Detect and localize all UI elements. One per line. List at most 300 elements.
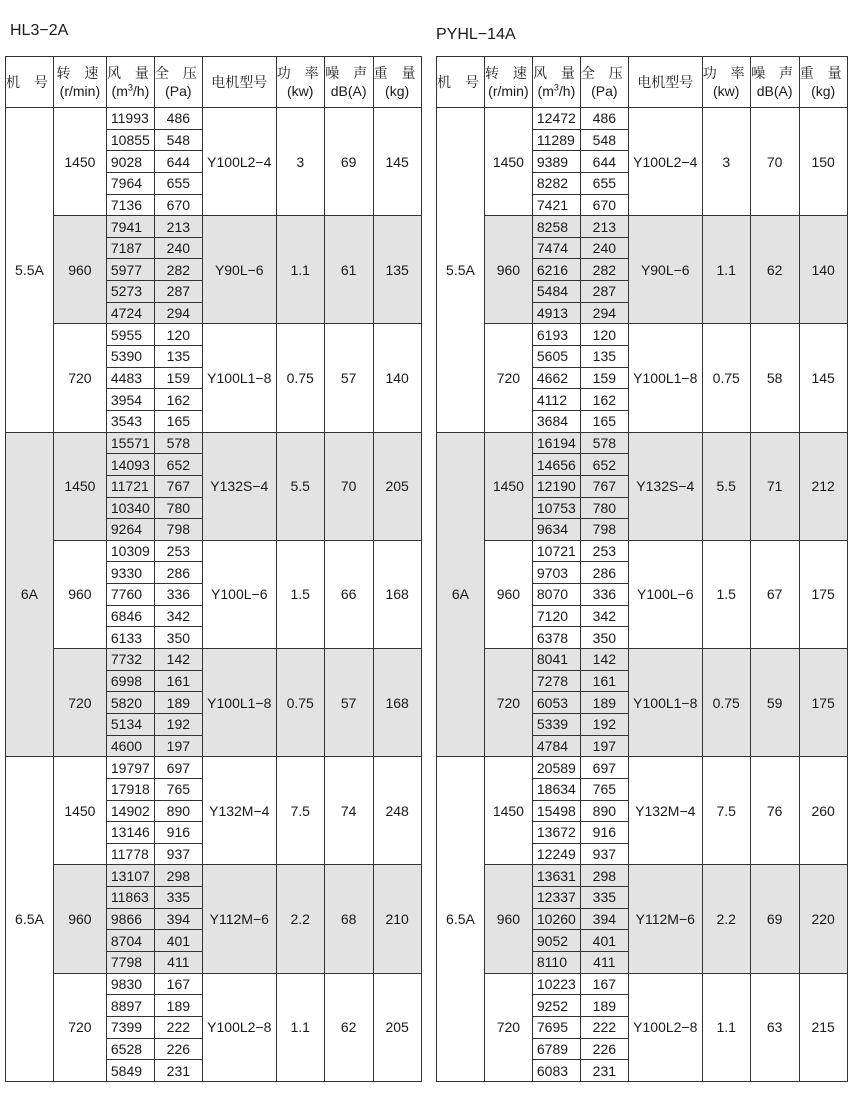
flow-cell: 5134: [106, 713, 154, 735]
speed-cell: 960: [53, 865, 106, 973]
flow-cell: 10223: [532, 973, 580, 995]
weight-cell: 145: [799, 324, 847, 432]
header-motor-label: 电机型号: [637, 74, 694, 90]
pressure-cell: 411: [154, 951, 202, 973]
pressure-cell: 401: [580, 930, 628, 952]
pressure-cell: 652: [154, 454, 202, 476]
weight-cell: 135: [373, 216, 421, 324]
speed-cell: 1450: [53, 757, 106, 865]
pressure-cell: 765: [580, 778, 628, 800]
power-cell: 2.2: [702, 865, 750, 973]
pressure-cell: 937: [580, 843, 628, 865]
flow-cell: 8070: [532, 584, 580, 606]
header-pressure-label: 全 压: [154, 65, 202, 81]
flow-cell: 9703: [532, 562, 580, 584]
header-weight: [799, 57, 847, 108]
speed-cell: 1450: [484, 757, 532, 865]
power-cell: 0.75: [276, 324, 324, 432]
flow-cell: 9264: [106, 519, 154, 541]
pressure-cell: 767: [154, 475, 202, 497]
flow-cell: 9634: [532, 519, 580, 541]
noise-cell: 57: [324, 649, 373, 757]
pressure-cell: 192: [580, 713, 628, 735]
pressure-cell: 142: [580, 649, 628, 671]
motor-cell: Y100L2−8: [628, 973, 702, 1081]
header-pressure-unit: (Pa): [591, 83, 618, 99]
flow-cell: 11778: [106, 843, 154, 865]
flow-cell: 4913: [532, 302, 580, 324]
speed-cell: 1450: [484, 432, 532, 540]
weight-cell: 205: [373, 432, 421, 540]
header-speed-unit: (r/min): [488, 83, 529, 99]
header-noise-label: 噪 声: [325, 65, 373, 81]
speed-cell: 960: [484, 865, 532, 973]
pressure-cell: 120: [154, 324, 202, 346]
pressure-cell: 394: [580, 908, 628, 930]
pressure-cell: 298: [154, 865, 202, 887]
noise-cell: 70: [324, 432, 373, 540]
pressure-cell: 350: [154, 627, 202, 649]
weight-cell: 212: [799, 432, 847, 540]
flow-cell: 5605: [532, 346, 580, 368]
header-power-label: 功 率: [276, 65, 324, 81]
speed-cell: 960: [484, 216, 532, 324]
pressure-cell: 286: [154, 562, 202, 584]
header-speed-label: 转 速: [56, 65, 104, 81]
speed-cell: 960: [53, 540, 106, 648]
pressure-cell: 336: [580, 584, 628, 606]
pressure-cell: 294: [580, 302, 628, 324]
machine-no-cell: 6.5A: [437, 757, 485, 1082]
table-row: [6, 540, 422, 562]
flow-cell: 11721: [106, 475, 154, 497]
noise-cell: 63: [750, 973, 799, 1081]
weight-cell: 145: [373, 108, 421, 216]
table-row: [6, 973, 422, 995]
flow-cell: 7732: [106, 649, 154, 671]
power-cell: 0.75: [276, 649, 324, 757]
header-speed-label: 转 速: [484, 65, 532, 81]
pressure-cell: 652: [580, 454, 628, 476]
pressure-cell: 231: [580, 1060, 628, 1082]
weight-cell: 205: [373, 973, 421, 1081]
flow-cell: 6083: [532, 1060, 580, 1082]
pressure-cell: 189: [580, 692, 628, 714]
table-row: [437, 216, 848, 238]
pressure-cell: 162: [580, 389, 628, 411]
flow-cell: 15571: [106, 432, 154, 454]
machine-no-cell: 5.5A: [6, 108, 54, 433]
pressure-cell: 161: [580, 670, 628, 692]
pressure-cell: 548: [154, 129, 202, 151]
speed-cell: 720: [53, 649, 106, 757]
motor-cell: Y132S−4: [628, 432, 702, 540]
flow-cell: 4483: [106, 367, 154, 389]
flow-cell: 9028: [106, 151, 154, 173]
pressure-cell: 192: [154, 713, 202, 735]
pressure-cell: 286: [580, 562, 628, 584]
flow-cell: 7187: [106, 237, 154, 259]
header-flow-label: 风 量: [106, 65, 154, 81]
header-flow-label: 风 量: [532, 65, 580, 81]
speed-cell: 720: [484, 649, 532, 757]
power-cell: 7.5: [276, 757, 324, 865]
spec-table-pyhl-14a: [436, 56, 848, 1082]
noise-cell: 59: [750, 649, 799, 757]
flow-cell: 7941: [106, 216, 154, 238]
flow-cell: 5849: [106, 1060, 154, 1082]
pressure-cell: 644: [154, 151, 202, 173]
pressure-cell: 253: [154, 540, 202, 562]
motor-cell: Y100L2−4: [202, 108, 276, 216]
header-pressure: [154, 57, 202, 108]
pressure-cell: 411: [580, 951, 628, 973]
pressure-cell: 282: [580, 259, 628, 281]
speed-cell: 720: [484, 324, 532, 432]
header-power-unit: (kw): [287, 83, 314, 99]
table-row: [6, 108, 422, 130]
pressure-cell: 167: [580, 973, 628, 995]
pressure-cell: 135: [580, 346, 628, 368]
power-cell: 1.1: [276, 216, 324, 324]
pressure-cell: 189: [154, 692, 202, 714]
flow-cell: 5339: [532, 713, 580, 735]
flow-cell: 6378: [532, 627, 580, 649]
flow-cell: 7474: [532, 237, 580, 259]
flow-cell: 9252: [532, 995, 580, 1017]
speed-cell: 1450: [484, 108, 532, 216]
noise-cell: 70: [750, 108, 799, 216]
table-row: [6, 216, 422, 238]
flow-cell: 7278: [532, 670, 580, 692]
weight-cell: 175: [799, 540, 847, 648]
flow-cell: 5484: [532, 281, 580, 303]
pressure-cell: 197: [154, 735, 202, 757]
header-noise-unit: dB(A): [756, 83, 793, 99]
motor-cell: Y100L1−8: [628, 324, 702, 432]
flow-cell: 6216: [532, 259, 580, 281]
table-row: [437, 757, 848, 779]
flow-cell: 8897: [106, 995, 154, 1017]
flow-cell: 8041: [532, 649, 580, 671]
header-noise-label: 噪 声: [751, 65, 799, 81]
flow-cell: 4724: [106, 302, 154, 324]
motor-cell: Y100L2−4: [628, 108, 702, 216]
weight-cell: 150: [799, 108, 847, 216]
flow-cell: 9830: [106, 973, 154, 995]
header-flow-unit: $(m^3/h)$: [537, 82, 576, 99]
flow-cell: 10309: [106, 540, 154, 562]
pressure-cell: 167: [154, 973, 202, 995]
pressure-cell: 655: [580, 172, 628, 194]
pressure-cell: 253: [580, 540, 628, 562]
header-speed: [53, 57, 106, 108]
noise-cell: 66: [324, 540, 373, 648]
flow-cell: 14656: [532, 454, 580, 476]
power-cell: 2.2: [276, 865, 324, 973]
pressure-cell: 231: [154, 1060, 202, 1082]
header-power-unit: (kw): [713, 83, 740, 99]
flow-cell: 5977: [106, 259, 154, 281]
header-pressure-unit: (Pa): [165, 83, 192, 99]
pressure-cell: 670: [580, 194, 628, 216]
flow-cell: 7798: [106, 951, 154, 973]
flow-cell: 5820: [106, 692, 154, 714]
header-motor-label: 电机型号: [211, 74, 268, 90]
motor-cell: Y90L−6: [628, 216, 702, 324]
pressure-cell: 197: [580, 735, 628, 757]
pressure-cell: 162: [154, 389, 202, 411]
header-weight-label: 重 量: [373, 65, 421, 81]
table-row: [437, 432, 848, 454]
motor-cell: Y100L2−8: [202, 973, 276, 1081]
table-row: [6, 757, 422, 779]
power-cell: 3: [702, 108, 750, 216]
flow-cell: 6133: [106, 627, 154, 649]
power-cell: 1.1: [702, 973, 750, 1081]
header-flow-unit: $(m^3/h)$: [111, 82, 150, 99]
header-model-no-label: 机 号: [437, 74, 484, 90]
speed-cell: 720: [484, 973, 532, 1081]
flow-cell: 8282: [532, 172, 580, 194]
flow-cell: 7120: [532, 605, 580, 627]
flow-cell: 10721: [532, 540, 580, 562]
flow-cell: 20589: [532, 757, 580, 779]
motor-cell: Y100L1−8: [628, 649, 702, 757]
noise-cell: 68: [324, 865, 373, 973]
motor-cell: Y100L−6: [628, 540, 702, 648]
pressure-cell: 240: [580, 237, 628, 259]
flow-cell: 11289: [532, 129, 580, 151]
pressure-cell: 189: [154, 995, 202, 1017]
power-cell: 1.1: [702, 216, 750, 324]
pressure-cell: 159: [154, 367, 202, 389]
speed-cell: 720: [53, 973, 106, 1081]
flow-cell: 8110: [532, 951, 580, 973]
flow-cell: 14093: [106, 454, 154, 476]
noise-cell: 74: [324, 757, 373, 865]
flow-cell: 16194: [532, 432, 580, 454]
pressure-cell: 294: [154, 302, 202, 324]
flow-cell: 5273: [106, 281, 154, 303]
header-noise: [324, 57, 373, 108]
pressure-cell: 142: [154, 649, 202, 671]
speed-cell: 1450: [53, 108, 106, 216]
flow-cell: 7695: [532, 1016, 580, 1038]
header-power-label: 功 率: [702, 65, 750, 81]
motor-cell: Y100L1−8: [202, 649, 276, 757]
flow-cell: 12249: [532, 843, 580, 865]
flow-cell: 4600: [106, 735, 154, 757]
pressure-cell: 240: [154, 237, 202, 259]
pressure-cell: 890: [154, 800, 202, 822]
pressure-cell: 342: [580, 605, 628, 627]
flow-cell: 7964: [106, 172, 154, 194]
noise-cell: 69: [324, 108, 373, 216]
machine-no-cell: 6A: [437, 432, 485, 757]
flow-cell: 8704: [106, 930, 154, 952]
pressure-cell: 697: [580, 757, 628, 779]
motor-cell: Y100L1−8: [202, 324, 276, 432]
noise-cell: 57: [324, 324, 373, 432]
pressure-cell: 282: [154, 259, 202, 281]
header-power: [702, 57, 750, 108]
flow-cell: 14902: [106, 800, 154, 822]
header-speed-unit: (r/min): [59, 83, 101, 99]
motor-cell: Y100L−6: [202, 540, 276, 648]
pressure-cell: 335: [154, 887, 202, 909]
table-title-right: PYHL−14A: [436, 26, 516, 43]
table-row: [437, 649, 848, 671]
header-weight-label: 重 量: [799, 65, 847, 81]
power-cell: 1.5: [276, 540, 324, 648]
pressure-cell: 486: [580, 108, 628, 130]
table-row: [437, 108, 848, 130]
pressure-cell: 226: [154, 1038, 202, 1060]
noise-cell: 69: [750, 865, 799, 973]
header-model-no: [437, 57, 485, 108]
weight-cell: 175: [799, 649, 847, 757]
noise-cell: 76: [750, 757, 799, 865]
pressure-cell: 335: [580, 887, 628, 909]
pressure-cell: 937: [154, 843, 202, 865]
weight-cell: 215: [799, 973, 847, 1081]
header-row: [6, 57, 422, 108]
header-weight-unit: (kg): [385, 83, 410, 99]
pressure-cell: 165: [580, 410, 628, 432]
flow-cell: 17918: [106, 778, 154, 800]
flow-cell: 3684: [532, 410, 580, 432]
pressure-cell: 655: [154, 172, 202, 194]
header-flow: [532, 57, 580, 108]
flow-cell: 3954: [106, 389, 154, 411]
flow-cell: 4112: [532, 389, 580, 411]
flow-cell: 6998: [106, 670, 154, 692]
flow-cell: 10855: [106, 129, 154, 151]
weight-cell: 260: [799, 757, 847, 865]
power-cell: 7.5: [702, 757, 750, 865]
pressure-cell: 780: [580, 497, 628, 519]
flow-cell: 4662: [532, 367, 580, 389]
flow-cell: 11863: [106, 887, 154, 909]
flow-cell: 6846: [106, 605, 154, 627]
weight-cell: 140: [799, 216, 847, 324]
header-row: [437, 57, 848, 108]
motor-cell: Y112M−6: [628, 865, 702, 973]
weight-cell: 220: [799, 865, 847, 973]
flow-cell: 9389: [532, 151, 580, 173]
pressure-cell: 916: [154, 822, 202, 844]
header-motor: [628, 57, 702, 108]
weight-cell: 248: [373, 757, 421, 865]
flow-cell: 13672: [532, 822, 580, 844]
flow-cell: 7421: [532, 194, 580, 216]
weight-cell: 168: [373, 540, 421, 648]
flow-cell: 10340: [106, 497, 154, 519]
pressure-cell: 670: [154, 194, 202, 216]
flow-cell: 7760: [106, 584, 154, 606]
flow-cell: 5955: [106, 324, 154, 346]
table-row: [437, 973, 848, 995]
table-row: [6, 324, 422, 346]
pressure-cell: 287: [580, 281, 628, 303]
flow-cell: 15498: [532, 800, 580, 822]
power-cell: 5.5: [276, 432, 324, 540]
flow-cell: 6193: [532, 324, 580, 346]
pressure-cell: 916: [580, 822, 628, 844]
motor-cell: Y90L−6: [202, 216, 276, 324]
speed-cell: 720: [53, 324, 106, 432]
flow-cell: 4784: [532, 735, 580, 757]
pressure-cell: 226: [580, 1038, 628, 1060]
header-weight-unit: (kg): [811, 83, 836, 99]
flow-cell: 12337: [532, 887, 580, 909]
header-power: [276, 57, 324, 108]
table-row: [437, 540, 848, 562]
flow-cell: 9052: [532, 930, 580, 952]
weight-cell: 140: [373, 324, 421, 432]
flow-cell: 13146: [106, 822, 154, 844]
pressure-cell: 767: [580, 475, 628, 497]
pressure-cell: 159: [580, 367, 628, 389]
flow-cell: 9330: [106, 562, 154, 584]
machine-no-cell: 5.5A: [437, 108, 485, 433]
flow-cell: 13107: [106, 865, 154, 887]
table-row: [6, 649, 422, 671]
noise-cell: 62: [750, 216, 799, 324]
flow-cell: 9866: [106, 908, 154, 930]
flow-cell: 7136: [106, 194, 154, 216]
table-row: [6, 865, 422, 887]
pressure-cell: 342: [154, 605, 202, 627]
header-pressure-label: 全 压: [580, 65, 628, 81]
flow-cell: 12190: [532, 475, 580, 497]
pressure-cell: 161: [154, 670, 202, 692]
pressure-cell: 798: [154, 519, 202, 541]
noise-cell: 61: [324, 216, 373, 324]
power-cell: 0.75: [702, 649, 750, 757]
weight-cell: 168: [373, 649, 421, 757]
flow-cell: 8258: [532, 216, 580, 238]
pressure-cell: 644: [580, 151, 628, 173]
noise-cell: 62: [324, 973, 373, 1081]
pressure-cell: 165: [154, 410, 202, 432]
machine-no-cell: 6.5A: [6, 757, 54, 1082]
header-noise: [750, 57, 799, 108]
spec-table-hl3-2a: [5, 56, 422, 1082]
pressure-cell: 798: [580, 519, 628, 541]
weight-cell: 210: [373, 865, 421, 973]
flow-cell: 6053: [532, 692, 580, 714]
flow-cell: 5390: [106, 346, 154, 368]
pressure-cell: 120: [580, 324, 628, 346]
flow-cell: 10260: [532, 908, 580, 930]
noise-cell: 71: [750, 432, 799, 540]
table-row: [437, 324, 848, 346]
pressure-cell: 401: [154, 930, 202, 952]
pressure-cell: 697: [154, 757, 202, 779]
flow-cell: 3543: [106, 410, 154, 432]
machine-no-cell: 6A: [6, 432, 54, 757]
header-pressure: [580, 57, 628, 108]
header-model-no: [6, 57, 54, 108]
power-cell: 1.1: [276, 973, 324, 1081]
pressure-cell: 222: [154, 1016, 202, 1038]
power-cell: 5.5: [702, 432, 750, 540]
flow-cell: 6789: [532, 1038, 580, 1060]
header-speed: [484, 57, 532, 108]
header-noise-unit: dB(A): [330, 83, 367, 99]
